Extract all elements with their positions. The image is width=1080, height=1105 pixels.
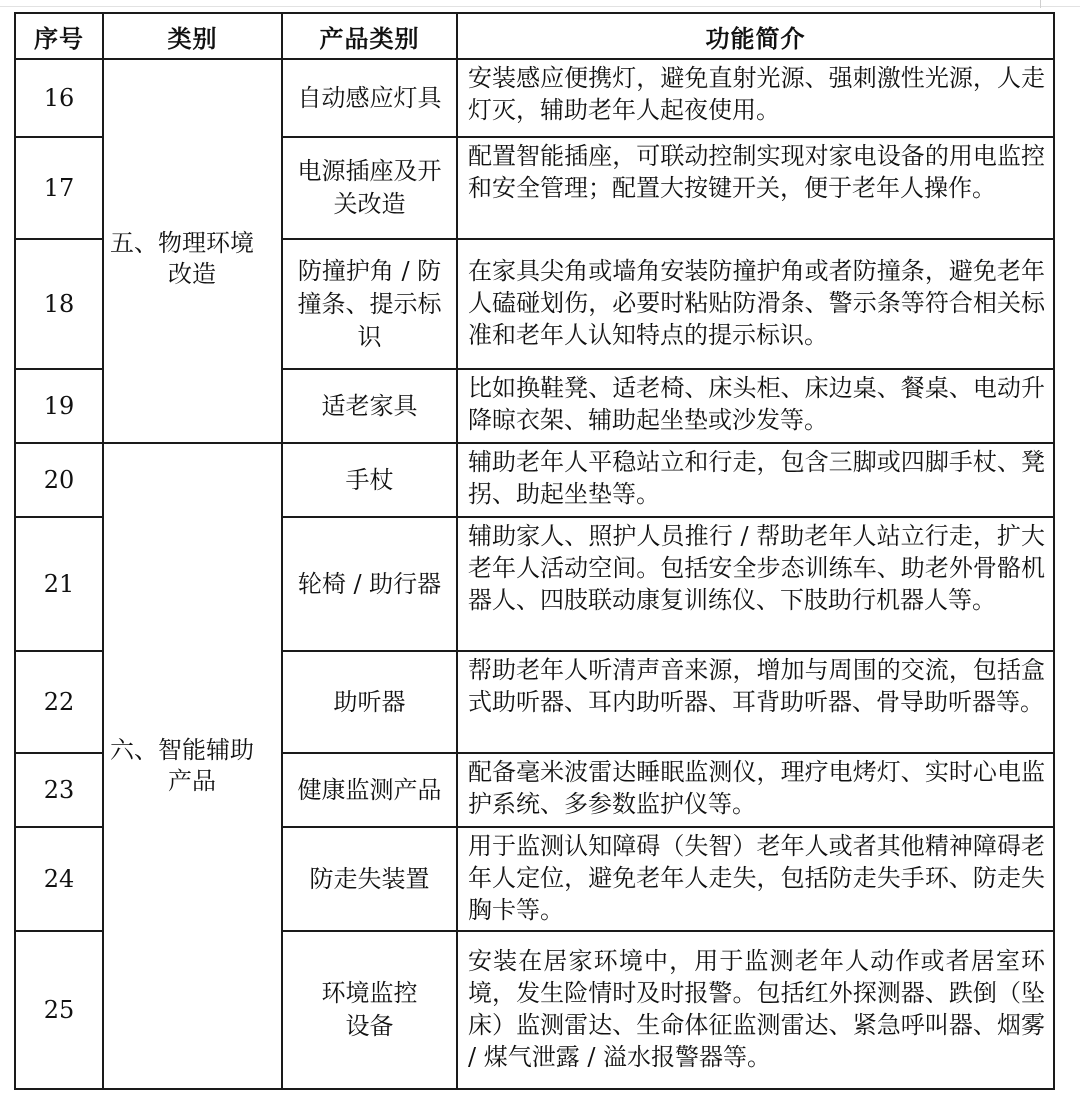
- description-cell: 在家具尖角或墙角安装防撞护角或者防撞条，避免老年人磕碰划伤，必要时粘贴防滑条、警示条等符合相关标准和老年人认知特点的提示标识。: [457, 239, 1054, 369]
- product-cell: 防走失装置: [282, 827, 457, 931]
- description-cell: 配置智能插座，可联动控制实现对家电设备的用电监控和安全管理；配置大按键开关，便于老年人操作。: [457, 137, 1054, 239]
- product-cell: 手杖: [282, 443, 457, 517]
- product-cell: 适老家具: [282, 369, 457, 443]
- product-cell: 轮椅 / 助行器: [282, 517, 457, 651]
- row-index: 17: [15, 137, 103, 239]
- product-cell: 助听器: [282, 651, 457, 753]
- category-cell: [103, 59, 282, 443]
- description-cell: 帮助老年人听清声音来源，增加与周围的交流，包括盒式助听器、耳内助听器、耳背助听器、骨导助听器等。: [457, 651, 1054, 753]
- row-index: 20: [15, 443, 103, 517]
- row-index: 23: [15, 753, 103, 827]
- product-cell: 环境监控设备: [282, 931, 457, 1089]
- header-category: 类别: [103, 13, 282, 59]
- row-index: 16: [15, 59, 103, 137]
- row-index: 21: [15, 517, 103, 651]
- description-cell: 用于监测认知障碍（失智）老年人或者其他精神障碍老年人定位，避免老年人走失，包括防走失手环、防走失胸卡等。: [457, 827, 1054, 931]
- category-cell: [103, 443, 282, 1089]
- page-top-border: [0, 6, 1080, 7]
- product-cell: 健康监测产品: [282, 753, 457, 827]
- category-label: 五、物理环境改造: [110, 229, 254, 288]
- row-index: 18: [15, 239, 103, 369]
- description-cell: 安装在居家环境中，用于监测老年人动作或者居室环境，发生险情时及时报警。包括红外探测器、跌倒（坠床）监测雷达、生命体征监测雷达、紧急呼叫器、烟雾 / 煤气泄露 / 溢水报警器等。: [457, 931, 1054, 1089]
- product-cell: 自动感应灯具: [282, 59, 457, 137]
- row-index: 24: [15, 827, 103, 931]
- row-index: 22: [15, 651, 103, 753]
- header-description: 功能简介: [457, 13, 1054, 59]
- product-cell: 电源插座及开关改造: [282, 137, 457, 239]
- product-table: [14, 12, 1055, 1090]
- description-cell: 安装感应便携灯，避免直射光源、强刺激性光源，人走灯灭，辅助老年人起夜使用。: [457, 59, 1054, 137]
- category-label: 六、智能辅助产品: [110, 736, 254, 795]
- row-index: 25: [15, 931, 103, 1089]
- table-header-row: [15, 13, 1054, 59]
- description-cell: 比如换鞋凳、适老椅、床头柜、床边桌、餐桌、电动升降晾衣架、辅助起坐垫或沙发等。: [457, 369, 1054, 443]
- header-index: 序号: [15, 13, 103, 59]
- description-cell: 辅助老年人平稳站立和行走，包含三脚或四脚手杖、凳拐、助起坐垫等。: [457, 443, 1054, 517]
- header-product-category: 产品类别: [282, 13, 457, 59]
- row-index: 19: [15, 369, 103, 443]
- page-corner-mark: [1040, 0, 1041, 8]
- table-row: [15, 59, 1054, 137]
- table-row: [15, 443, 1054, 517]
- description-cell: 辅助家人、照护人员推行 / 帮助老年人站立行走，扩大老年人活动空间。包括安全步态训练车、助老外骨骼机器人、四肢联动康复训练仪、下肢助行机器人等。: [457, 517, 1054, 651]
- product-cell: 防撞护角 / 防撞条、提示标识: [282, 239, 457, 369]
- description-cell: 配备毫米波雷达睡眠监测仪，理疗电烤灯、实时心电监护系统、多参数监护仪等。: [457, 753, 1054, 827]
